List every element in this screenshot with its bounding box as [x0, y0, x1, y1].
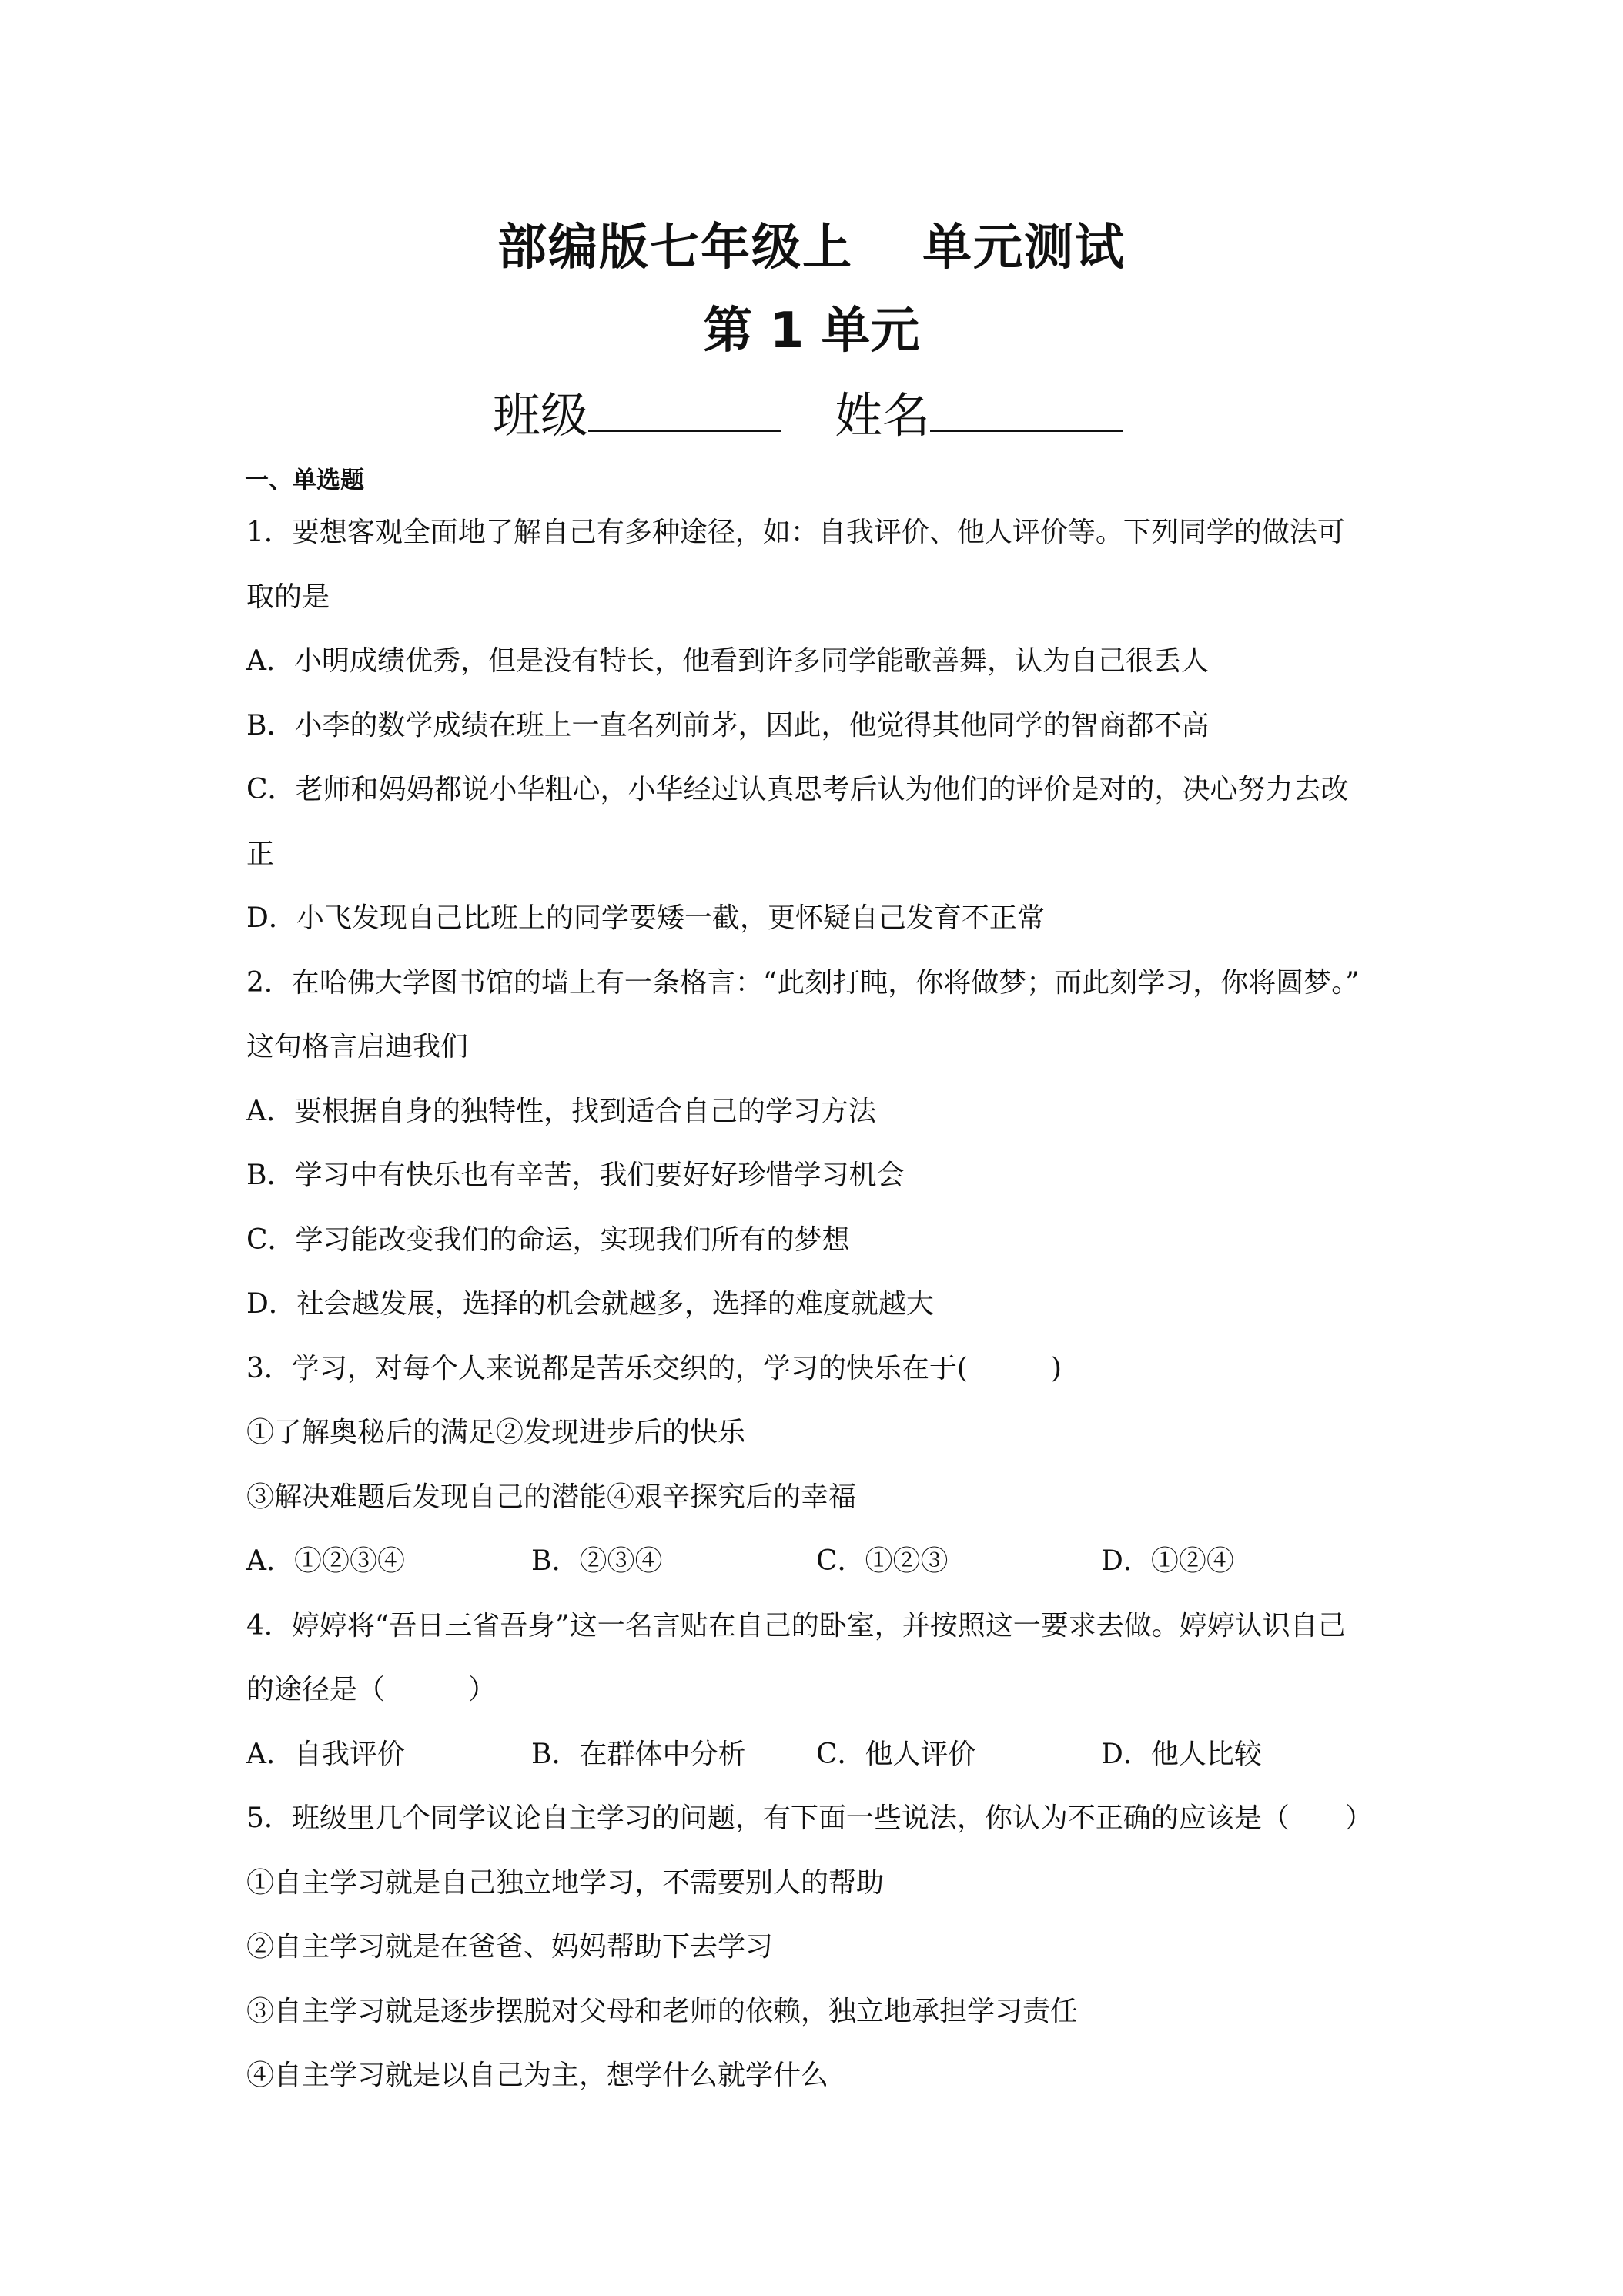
title-grade: 部编版七年级上: [497, 219, 853, 276]
student-info: [493, 377, 1123, 446]
q3-option-b: B．②③④: [531, 1545, 663, 1577]
page-title: [0, 208, 1623, 279]
q2-option-d: D．社会越发展，选择的机会就越多，选择的难度就越大: [246, 1288, 934, 1320]
section-heading: 一、单选题: [245, 467, 364, 494]
q1-option-b: B．小李的数学成绩在班上一直名列前茅，因此，他觉得其他同学的智商都不高: [246, 709, 1210, 741]
q4-stem-cont: 的途径是（ ）: [246, 1674, 497, 1705]
q2-option-a: A．要根据自身的独特性，找到适合自己的学习方法: [246, 1095, 876, 1127]
q3-option-c: C．①②③: [816, 1545, 949, 1577]
q5-item-2: ②自主学习就是在爸爸、妈妈帮助下去学习: [246, 1931, 774, 1963]
class-blank: [588, 382, 781, 432]
q3-item-2: ③解决难题后发现自己的潜能④艰辛探究后的幸福: [246, 1481, 857, 1513]
class-label: 班级: [493, 387, 589, 443]
q5-item-3: ③自主学习就是逐步摆脱对父母和老师的依赖，独立地承担学习责任: [246, 1995, 1079, 2027]
q1-option-a: A．小明成绩优秀，但是没有特长，他看到许多同学能歌善舞，认为自己很丢人: [246, 645, 1209, 677]
q2-option-c: C．学习能改变我们的命运，实现我们所有的梦想: [246, 1223, 850, 1256]
q2-option-b: B．学习中有快乐也有辛苦，我们要好好珍惜学习机会: [246, 1160, 905, 1191]
name-blank: [930, 382, 1123, 432]
q1-option-c-cont: 正: [246, 838, 275, 870]
question-list: [246, 500, 1401, 2108]
q4-option-c: C．他人评价: [816, 1738, 976, 1770]
q4-option-a: A．自我评价: [246, 1738, 405, 1770]
q3-item-1: ①了解奥秘后的满足②发现进步后的快乐: [246, 1417, 746, 1448]
q3-option-d: D．①②④: [1101, 1545, 1234, 1577]
q4-stem: 4．婷婷将“吾日三省吾身”这一名言贴在自己的卧室，并按照这一要求去做。婷婷认识自己: [246, 1609, 1346, 1642]
q3-option-a: A．①②③④: [246, 1545, 405, 1577]
q1-option-d: D．小飞发现自己比班上的同学要矮一截，更怀疑自己发育不正常: [246, 902, 1045, 934]
q5-item-4: ④自主学习就是以自己为主，想学什么就学什么: [246, 2060, 829, 2091]
q4-option-d: D．他人比较: [1101, 1738, 1262, 1770]
q2-stem-cont: 这句格言启迪我们: [246, 1031, 469, 1063]
q1-stem: 1．要想客观全面地了解自己有多种途径，如：自我评价、他人评价等。下列同学的做法可: [246, 517, 1345, 548]
name-label: 姓名: [835, 387, 931, 443]
title-test: 单元测试: [922, 219, 1126, 276]
q1-stem-cont: 取的是: [246, 581, 330, 613]
q4-option-b: B．在群体中分析: [531, 1738, 746, 1770]
q5-stem: 5．班级里几个同学议论自主学习的问题，有下面一些说法，你认为不正确的应该是（ ）: [246, 1802, 1373, 1834]
q4-options: [246, 1722, 1401, 1787]
q5-item-1: ①自主学习就是自己独立地学习，不需要别人的帮助: [246, 1866, 885, 1899]
q3-stem: 3．学习，对每个人来说都是苦乐交织的，学习的快乐在于( ): [246, 1352, 1062, 1384]
q3-options: [246, 1529, 1401, 1594]
q1-option-c: C．老师和妈妈都说小华粗心，小华经过认真思考后认为他们的评价是对的，决心努力去改: [246, 774, 1349, 805]
unit-subtitle: 第 1 单元: [703, 303, 920, 360]
q2-stem: 2．在哈佛大学图书馆的墙上有一条格言：“此刻打盹，你将做梦；而此刻学习，你将圆梦。”: [246, 966, 1360, 999]
